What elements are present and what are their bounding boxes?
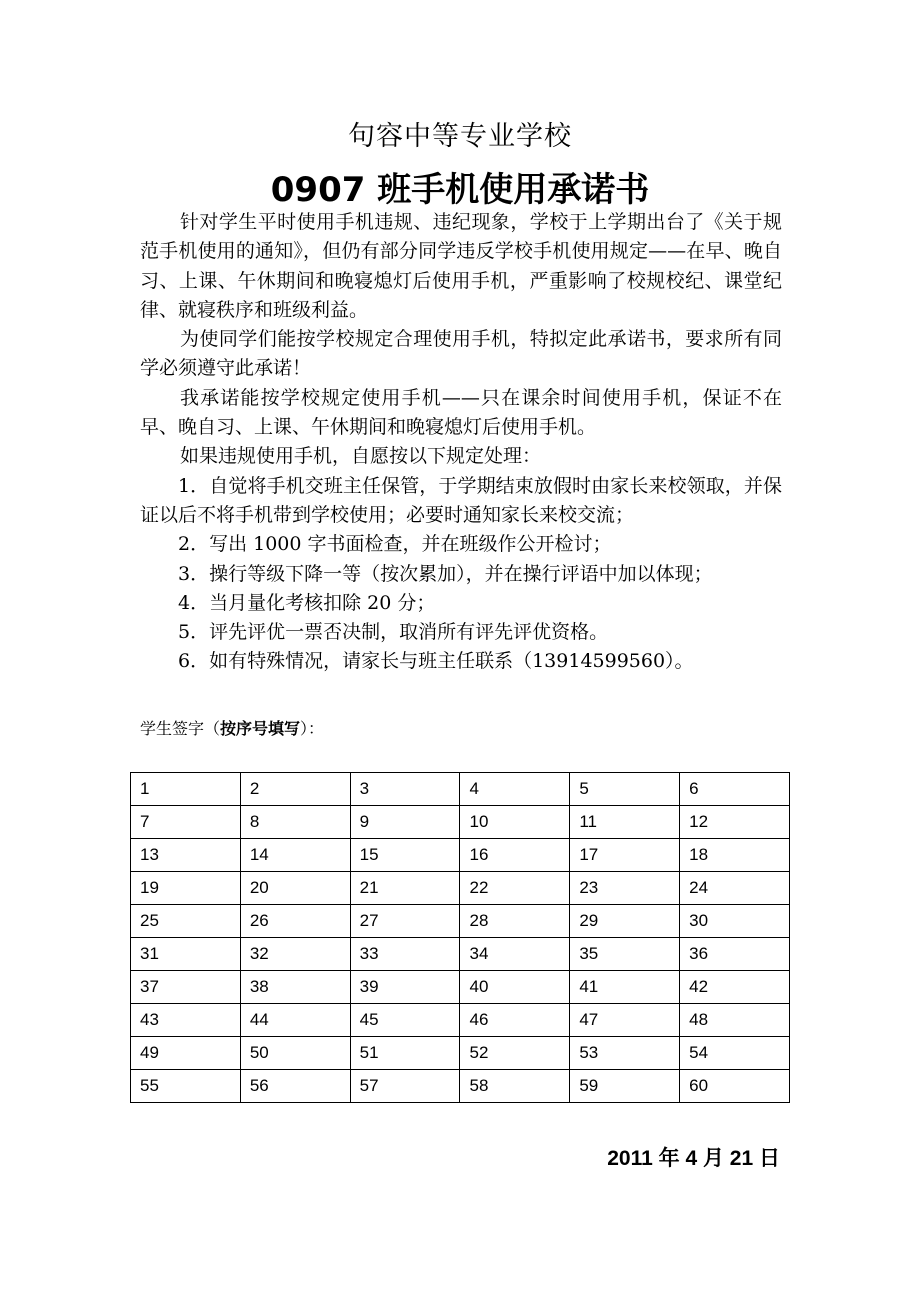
table-cell[interactable]: 14: [240, 839, 350, 872]
table-cell[interactable]: 22: [460, 872, 570, 905]
table-row: [131, 1004, 790, 1037]
table-cell[interactable]: 12: [680, 806, 790, 839]
table-cell[interactable]: 1: [131, 773, 241, 806]
signature-label-prefix: 学生签字（: [140, 719, 221, 738]
table-cell[interactable]: 17: [570, 839, 680, 872]
table-cell[interactable]: 11: [570, 806, 680, 839]
rule-item: 4．当月量化考核扣除 20 分；: [178, 591, 436, 614]
table-row: [131, 839, 790, 872]
table-cell[interactable]: 55: [131, 1070, 241, 1103]
table-row: [131, 1037, 790, 1070]
table-row: [131, 872, 790, 905]
table-cell[interactable]: 30: [680, 905, 790, 938]
table-cell[interactable]: 9: [350, 806, 460, 839]
school-name: 句容中等专业学校: [348, 121, 572, 152]
table-row: [131, 1070, 790, 1103]
rule-item: 6．如有特殊情况，请家长与班主任联系（13914599560）。: [178, 650, 694, 673]
table-cell[interactable]: 60: [680, 1070, 790, 1103]
table-row: [131, 773, 790, 806]
table-cell[interactable]: 31: [131, 938, 241, 971]
signature-table: [130, 772, 790, 1103]
table-cell[interactable]: 50: [240, 1037, 350, 1070]
document-date: 2011 年 4 月 21 日: [607, 1147, 780, 1170]
table-cell[interactable]: 46: [460, 1004, 570, 1037]
signature-label-suffix: ）：: [300, 719, 325, 738]
table-cell[interactable]: 15: [350, 839, 460, 872]
table-cell[interactable]: 42: [680, 971, 790, 1004]
table-cell[interactable]: 2: [240, 773, 350, 806]
table-cell[interactable]: 36: [680, 938, 790, 971]
table-cell[interactable]: 20: [240, 872, 350, 905]
document-title: 0907 班手机使用承诺书: [270, 170, 650, 210]
table-row: [131, 905, 790, 938]
table-cell[interactable]: 18: [680, 839, 790, 872]
table-cell[interactable]: 58: [460, 1070, 570, 1103]
rule-item: 2．写出 1000 字书面检查，并在班级作公开检讨；: [178, 533, 612, 556]
table-cell[interactable]: 4: [460, 773, 570, 806]
table-cell[interactable]: 34: [460, 938, 570, 971]
table-cell[interactable]: 52: [460, 1037, 570, 1070]
rule-item: 5．评先评优一票否决制，取消所有评先评优资格。: [178, 621, 609, 644]
table-cell[interactable]: 28: [460, 905, 570, 938]
table-cell[interactable]: 51: [350, 1037, 460, 1070]
table-cell[interactable]: 10: [460, 806, 570, 839]
rule-item: 1．自觉将手机交班主任保管，于学期结束放假时由家长来校领取，并保证以后不将手机带到学校使用；必要时通知家长来校交流；: [140, 474, 782, 526]
table-cell[interactable]: 44: [240, 1004, 350, 1037]
table-row: [131, 938, 790, 971]
table-cell[interactable]: 19: [131, 872, 241, 905]
table-cell[interactable]: 38: [240, 971, 350, 1004]
table-cell[interactable]: 53: [570, 1037, 680, 1070]
table-cell[interactable]: 35: [570, 938, 680, 971]
pledge-body: [140, 208, 782, 677]
table-cell[interactable]: 27: [350, 905, 460, 938]
table-cell[interactable]: 16: [460, 839, 570, 872]
table-cell[interactable]: 41: [570, 971, 680, 1004]
table-cell[interactable]: 39: [350, 971, 460, 1004]
table-cell[interactable]: 33: [350, 938, 460, 971]
table-cell[interactable]: 25: [131, 905, 241, 938]
table-cell[interactable]: 24: [680, 872, 790, 905]
paragraph-penalty-intro: 如果违规使用手机，自愿按以下规定处理：: [180, 445, 542, 468]
table-cell[interactable]: 54: [680, 1037, 790, 1070]
table-row: [131, 971, 790, 1004]
table-cell[interactable]: 48: [680, 1004, 790, 1037]
table-cell[interactable]: 32: [240, 938, 350, 971]
table-cell[interactable]: 37: [131, 971, 241, 1004]
table-cell[interactable]: 7: [131, 806, 241, 839]
table-cell[interactable]: 40: [460, 971, 570, 1004]
table-cell[interactable]: 6: [680, 773, 790, 806]
rule-item: 3．操行等级下降一等（按次累加），并在操行评语中加以体现；: [178, 562, 713, 585]
table-cell[interactable]: 26: [240, 905, 350, 938]
table-cell[interactable]: 29: [570, 905, 680, 938]
table-cell[interactable]: 47: [570, 1004, 680, 1037]
paragraph-background: 针对学生平时使用手机违规、违纪现象，学校于上学期出台了《关于规范手机使用的通知》，但仍有部分同学违反学校手机使用规定——在早、晚自习、上课、午休期间和晚寝熄灯后使用手机，严重影响了校规校纪、课堂纪律、就寝秩序和班级利益。: [140, 211, 782, 321]
table-cell[interactable]: 56: [240, 1070, 350, 1103]
signature-label-bold: 按序号填写: [220, 719, 301, 738]
table-cell[interactable]: 3: [350, 773, 460, 806]
table-row: [131, 806, 790, 839]
table-cell[interactable]: 13: [131, 839, 241, 872]
table-cell[interactable]: 49: [131, 1037, 241, 1070]
table-cell[interactable]: 21: [350, 872, 460, 905]
paragraph-purpose: 为使同学们能按学校规定合理使用手机，特拟定此承诺书，要求所有同学必须遵守此承诺！: [140, 328, 782, 380]
table-cell[interactable]: 23: [570, 872, 680, 905]
table-cell[interactable]: 5: [570, 773, 680, 806]
signature-label: [140, 716, 324, 739]
table-cell[interactable]: 43: [131, 1004, 241, 1037]
table-cell[interactable]: 45: [350, 1004, 460, 1037]
table-cell[interactable]: 57: [350, 1070, 460, 1103]
table-cell[interactable]: 59: [570, 1070, 680, 1103]
paragraph-pledge: 我承诺能按学校规定使用手机——只在课余时间使用手机，保证不在早、晚自习、上课、午休期间和晚寝熄灯后使用手机。: [140, 386, 782, 439]
table-cell[interactable]: 8: [240, 806, 350, 839]
